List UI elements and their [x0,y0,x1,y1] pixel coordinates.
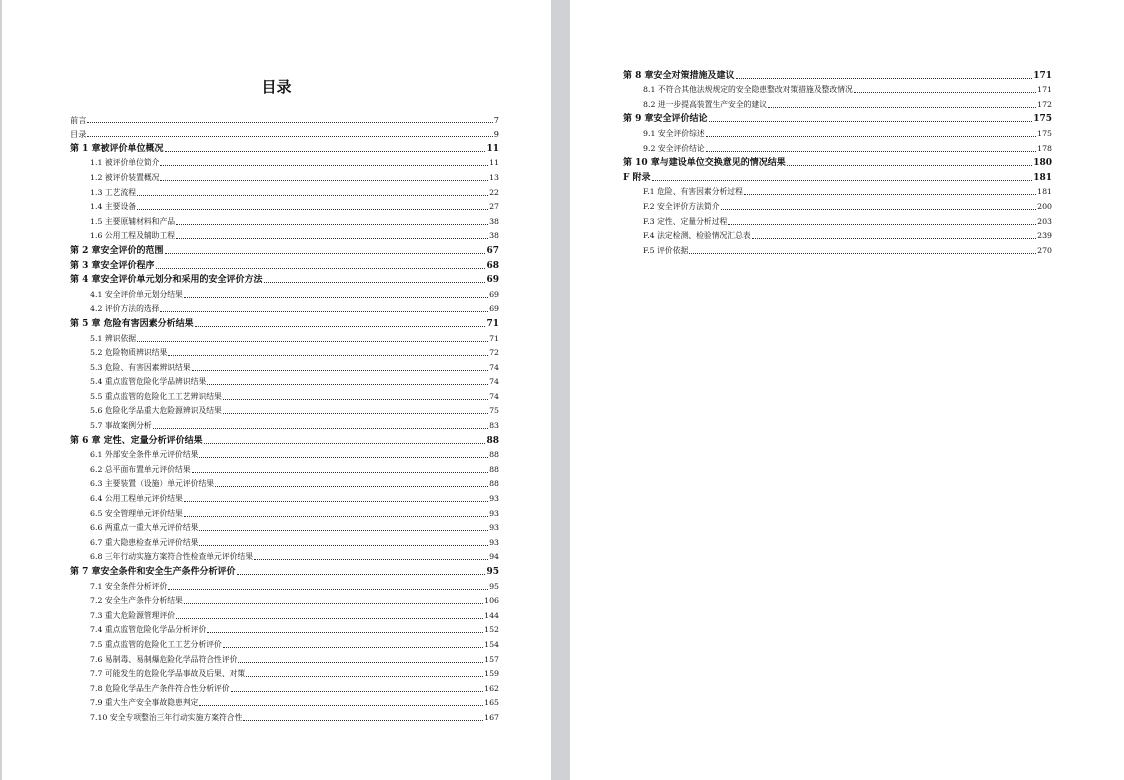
toc-entry[interactable] [70,256,499,271]
toc-dot-leader [195,326,486,327]
toc-entry-label: 8.2 进一步提高装置生产安全的建议 [643,99,768,109]
toc-dot-leader [87,122,492,123]
toc-dot-leader [184,516,488,517]
toc-entry-label: 第 6 章 定性、定量分析评价结果 [70,435,203,446]
toc-entry[interactable] [70,606,499,621]
toc-dot-leader [156,268,486,269]
toc-entry-page-number: 88 [489,479,499,489]
toc-dot-leader [721,209,1037,210]
document-page-left [2,0,551,780]
toc-dot-leader [184,297,488,298]
toc-dot-leader [199,545,488,546]
toc-entry-page-number: 144 [484,610,499,620]
toc-entry-label: 7.10 安全专项整治三年行动实施方案符合性 [90,712,243,722]
toc-entry-label: 第 1 章被评价单位概况 [70,143,164,154]
toc-entry-page-number: 74 [489,377,499,387]
toc-entry-page-number: 154 [484,639,499,649]
toc-dot-leader [223,647,483,648]
toc-entry[interactable] [623,183,1052,198]
toc-entry-page-number: 69 [489,304,499,314]
toc-entry-page-number: 175 [1033,114,1052,125]
toc-entry-page-number: 74 [489,391,499,401]
toc-dot-leader [243,720,483,721]
toc-entry-page-number: 175 [1037,128,1052,138]
toc-entry-page-number: 27 [489,202,499,212]
toc-entry[interactable] [623,241,1052,256]
toc-entry[interactable] [70,621,499,636]
toc-entry-label: 5.3 危险、有害因素辨识结果 [90,362,191,372]
toc-entry-label: 前言 [70,114,87,125]
toc-entry[interactable] [70,650,499,665]
toc-entry-label: 第 8 章安全对策措施及建议 [623,70,735,81]
toc-dot-leader [752,238,1036,239]
toc-entry-label: 6.1 外部安全条件单元评价结果 [90,450,199,460]
toc-entry-page-number: 74 [489,362,499,372]
toc-entry-page-number: 152 [484,625,499,635]
toc-dot-leader [165,151,486,152]
toc-entry-page-number: 181 [1033,172,1052,183]
toc-entry[interactable] [70,344,499,359]
toc-dot-leader [207,384,488,385]
toc-entry-label: 5.6 危险化学品重大危险源辨识及结果 [90,406,222,416]
toc-dot-leader [153,428,488,429]
toc-entry-label: F.4 法定检测、检验情况汇总表 [643,231,751,241]
toc-dot-leader [207,632,483,633]
toc-dot-leader [87,136,492,137]
toc-entry-label: 6.8 三年行动实施方案符合性检查单元评价结果 [90,552,254,562]
toc-entry[interactable] [623,212,1052,227]
toc-entry-label: 第 3 章安全评价程序 [70,260,155,271]
toc-dot-leader [160,165,488,166]
toc-entry-page-number: 9 [493,129,499,140]
toc-entry-label: F 附录 [623,172,651,183]
toc-entry-page-number: 11 [486,143,499,154]
toc-entry-label: 第 2 章安全评价的范围 [70,245,164,256]
toc-entry-page-number: 203 [1037,216,1052,226]
toc-dot-leader [238,662,483,663]
toc-entry-label: F.1 危险、有害因素分析过程 [643,187,743,197]
toc-entry-page-number: 162 [484,683,499,693]
toc-entry[interactable] [623,66,1052,81]
toc-entry-label: 第 7 章安全条件和安全生产条件分析评价 [70,567,236,577]
toc-entry[interactable] [70,460,499,475]
toc-dot-leader [254,559,488,560]
toc-entry-page-number: 38 [489,216,499,226]
toc-entry-label: 7.5 重点监管的危险化工工艺分析评价 [90,639,222,649]
toc-entry-label: 第 10 章与建设单位交换意见的情况结果 [623,158,786,169]
toc-entry-label: 4.1 安全评价单元划分结果 [90,289,183,299]
toc-entry-page-number: 13 [489,172,499,182]
toc-entry[interactable] [70,665,499,680]
toc-entry-page-number: 181 [1037,187,1052,197]
toc-entry-page-number: 172 [1037,99,1052,109]
toc-dot-leader [184,501,488,502]
toc-entry[interactable] [70,519,499,534]
toc-entry-label: 1.4 主要设备 [90,202,137,212]
toc-dot-leader [184,603,483,604]
toc-entry-label: 6.5 安全管理单元评价结果 [90,508,183,518]
toc-entry[interactable] [70,694,499,709]
toc-entry[interactable] [70,475,499,490]
toc-entry-label: 7.6 易制毒、易制爆危险化学品符合性评价 [90,654,238,664]
toc-entry[interactable] [70,533,499,548]
toc-entry[interactable] [70,358,499,373]
toc-dot-leader [709,121,1033,122]
toc-entry[interactable] [623,227,1052,242]
toc-entry[interactable] [70,635,499,650]
toc-entry-page-number: 38 [489,231,499,241]
toc-entry[interactable] [70,387,499,402]
toc-entry-label: 7.2 安全生产条件分析结果 [90,596,183,606]
toc-entry-page-number: 239 [1037,231,1052,241]
toc-entry-label: 7.4 重点监管危险化学品分析评价 [90,625,207,635]
toc-entry-page-number: 93 [489,523,499,533]
toc-entry-page-number: 178 [1037,143,1052,153]
toc-entry[interactable] [623,124,1052,139]
toc-entry[interactable] [70,329,499,344]
toc-entry-page-number: 69 [486,275,499,286]
toc-dot-leader [204,443,486,444]
toc-entry[interactable] [70,592,499,607]
toc-dot-leader [199,530,488,531]
toc-entry-label: 7.3 重大危险源管理评价 [90,610,176,620]
toc-dot-leader [736,78,1033,79]
toc-entry-page-number: 71 [486,318,499,329]
toc-entry[interactable] [70,271,499,286]
toc-dot-leader [706,151,1036,152]
toc-entry-page-number: 270 [1037,245,1052,255]
toc-dot-leader [176,238,488,239]
toc-entry[interactable] [70,446,499,461]
toc-dot-leader [137,209,488,210]
toc-entry[interactable] [70,212,499,227]
toc-dot-leader [168,355,488,356]
toc-dot-leader [231,691,483,692]
toc-entry-label: 6.3 主要装置（设施）单元评价结果 [90,479,215,489]
toc-entry-page-number: 95 [486,567,499,577]
toc-entry-label: 5.2 危险物质辨识结果 [90,348,168,358]
toc-entry[interactable] [70,285,499,300]
toc-entry-page-number: 95 [489,581,499,591]
toc-entry[interactable] [70,183,499,198]
toc-dot-leader [199,705,483,706]
toc-list-right [623,66,1052,256]
toc-entry-page-number: 171 [1033,70,1052,81]
toc-entry-label: F.5 评价依据 [643,245,689,255]
toc-dot-leader [176,618,483,619]
toc-entry-page-number: 88 [489,464,499,474]
toc-entry-page-number: 22 [489,187,499,197]
toc-entry-page-number: 106 [484,596,499,606]
toc-entry-page-number: 72 [489,348,499,358]
toc-entry[interactable] [70,373,499,388]
toc-entry-label: 9.2 安全评价结论 [643,143,705,153]
toc-entry-label: 5.5 重点监管的危险化工工艺辨识结果 [90,391,222,401]
toc-entry[interactable] [623,81,1052,96]
toc-entry[interactable] [623,95,1052,110]
toc-entry-label: 8.1 不符合其他法规规定的安全隐患整改对策措施及整改情况 [643,85,853,95]
toc-entry-page-number: 11 [489,158,499,168]
toc-entry-page-number: 167 [484,712,499,722]
toc-entry-label: 7.8 危险化学品生产条件符合性分析评价 [90,683,230,693]
toc-entry-page-number: 71 [489,333,499,343]
toc-entry[interactable] [70,110,499,125]
toc-entry-label: 6.6 两重点一重大单元评价结果 [90,523,199,533]
toc-entry[interactable] [70,402,499,417]
toc-entry-page-number: 7 [493,114,499,125]
toc-entry[interactable] [70,198,499,213]
toc-entry-page-number: 75 [489,406,499,416]
toc-entry[interactable] [623,168,1052,183]
toc-entry[interactable] [70,125,499,140]
toc-entry-label: 1.6 公用工程及辅助工程 [90,231,176,241]
toc-entry[interactable] [70,708,499,723]
toc-entry-page-number: 68 [486,260,499,271]
toc-dot-leader [223,399,488,400]
toc-dot-leader [706,136,1036,137]
toc-dot-leader [137,341,488,342]
toc-entry-label: 第 9 章安全评价结论 [623,114,708,125]
toc-entry-label: 6.7 重大隐患检查单元评价结果 [90,537,199,547]
toc-entry[interactable] [70,431,499,446]
toc-entry-page-number: 88 [486,435,499,446]
toc-list-left [70,110,499,723]
toc-dot-leader [246,676,483,677]
toc-entry-page-number: 180 [1033,158,1052,169]
toc-entry-page-number: 159 [484,669,499,679]
toc-dot-leader [223,413,488,414]
toc-entry-label: 第 4 章安全评价单元划分和采用的安全评价方法 [70,275,263,286]
toc-dot-leader [215,486,488,487]
toc-dot-leader [176,224,488,225]
toc-entry[interactable] [70,489,499,504]
toc-entry-label: 7.7 可能发生的危险化学品事故及后果、对策 [90,669,246,679]
toc-entry-label: 1.2 被评价装置概况 [90,172,160,182]
document-page-right [570,0,1124,780]
toc-entry[interactable] [70,227,499,242]
toc-entry-page-number: 88 [489,450,499,460]
toc-dot-leader [728,224,1036,225]
toc-entry[interactable] [70,154,499,169]
toc-dot-leader [199,457,488,458]
toc-entry-label: 7.1 安全条件分析评价 [90,581,168,591]
toc-entry[interactable] [70,679,499,694]
toc-entry[interactable] [70,168,499,183]
toc-entry-label: 目录 [70,129,87,140]
toc-dot-leader [744,194,1036,195]
toc-dot-leader [768,107,1036,108]
toc-dot-leader [165,253,486,254]
toc-entry[interactable] [623,154,1052,169]
toc-entry-page-number: 93 [489,537,499,547]
toc-dot-leader [137,195,488,196]
toc-dot-leader [160,311,488,312]
toc-dot-leader [192,472,488,473]
toc-entry-label: 6.2 总平面布置单元评价结果 [90,464,191,474]
toc-entry[interactable] [70,548,499,563]
toc-entry-label: 7.9 重大生产安全事故隐患判定 [90,698,199,708]
toc-entry-label: 4.2 评价方法的选择 [90,304,160,314]
toc-title: 目录 [261,78,292,96]
toc-dot-leader [237,574,486,575]
toc-entry[interactable] [70,562,499,577]
toc-entry-page-number: 171 [1037,85,1052,95]
toc-entry[interactable] [70,300,499,315]
toc-entry-page-number: 67 [486,245,499,256]
toc-dot-leader [192,370,488,371]
toc-entry[interactable] [623,110,1052,125]
toc-dot-leader [652,180,1033,181]
toc-entry[interactable] [623,197,1052,212]
toc-entry-page-number: 93 [489,494,499,504]
toc-entry-label: 6.4 公用工程单元评价结果 [90,494,183,504]
toc-dot-leader [689,253,1036,254]
toc-dot-leader [160,180,488,181]
toc-entry-label: 1.3 工艺流程 [90,187,137,197]
toc-entry-label: 第 5 章 危险有害因素分析结果 [70,318,194,329]
toc-entry[interactable] [70,241,499,256]
toc-entry[interactable] [70,139,499,154]
toc-entry-page-number: 165 [484,698,499,708]
toc-entry[interactable] [70,577,499,592]
toc-entry-label: F.3 定性、定量分析过程 [643,216,728,226]
toc-dot-leader [787,165,1032,166]
toc-entry-label: F.2 安全评价方法简介 [643,201,720,211]
toc-entry-label: 5.4 重点监管危险化学品辨识结果 [90,377,207,387]
toc-entry-page-number: 93 [489,508,499,518]
toc-entry-label: 9.1 安全评价综述 [643,128,705,138]
toc-entry[interactable] [70,416,499,431]
toc-entry-label: 1.1 被评价单位简介 [90,158,160,168]
toc-entry-page-number: 157 [484,654,499,664]
toc-dot-leader [264,282,486,283]
toc-entry[interactable] [70,314,499,329]
toc-entry-page-number: 94 [489,552,499,562]
toc-entry-page-number: 200 [1037,201,1052,211]
toc-entry[interactable] [623,139,1052,154]
toc-entry[interactable] [70,504,499,519]
toc-dot-leader [168,589,488,590]
toc-dot-leader [854,92,1036,93]
toc-entry-label: 1.5 主要原辅材料和产品 [90,216,176,226]
toc-entry-page-number: 83 [489,421,499,431]
toc-entry-label: 5.1 辨识依据 [90,333,137,343]
toc-entry-page-number: 69 [489,289,499,299]
toc-entry-label: 5.7 事故案例分析 [90,421,152,431]
